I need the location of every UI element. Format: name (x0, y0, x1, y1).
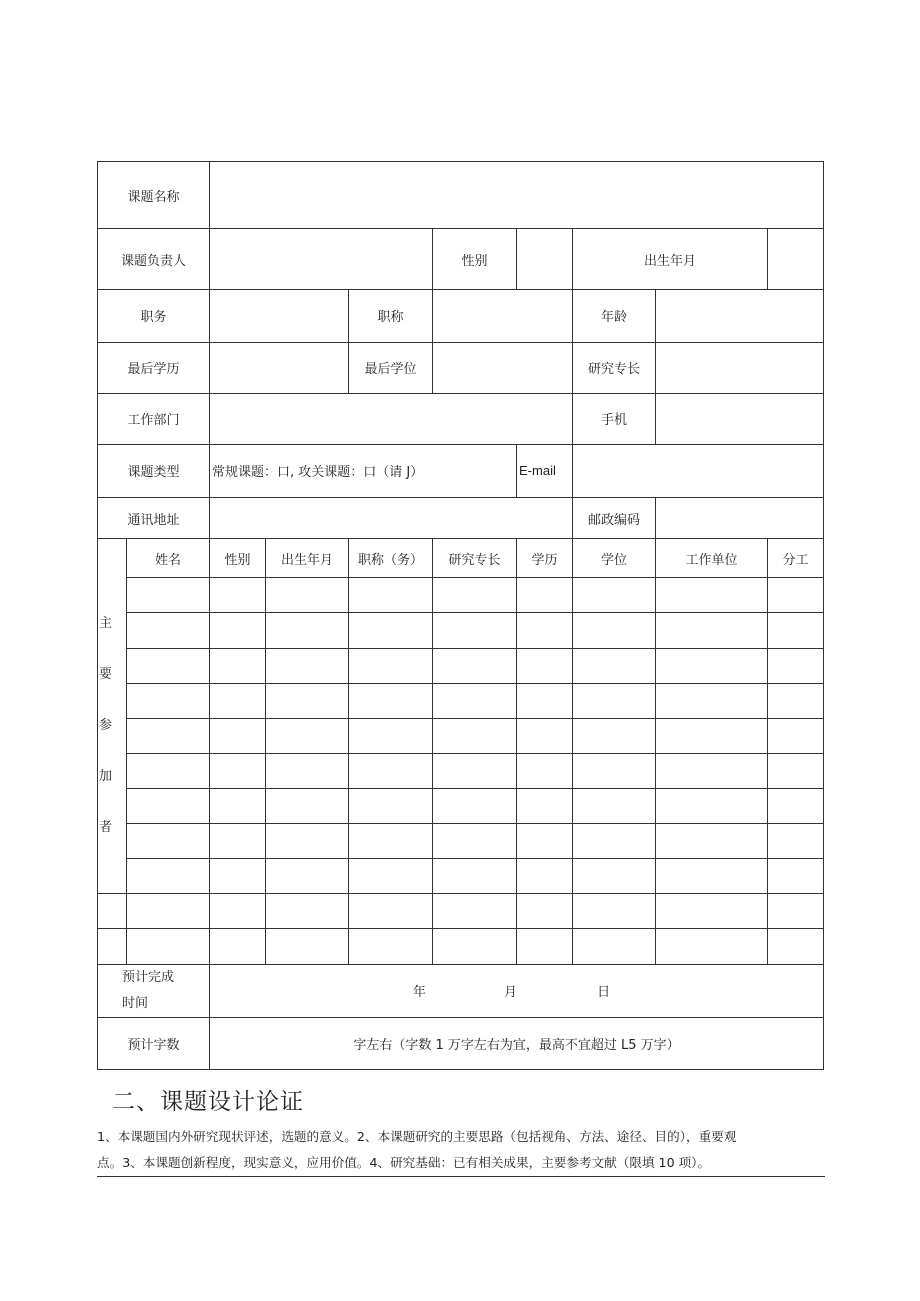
cell[interactable] (768, 824, 824, 859)
members-side-label (98, 539, 127, 894)
word-count-row (98, 1017, 824, 1069)
cell[interactable] (210, 859, 266, 894)
header-name: 姓名 (127, 539, 210, 578)
side-char: 加 (99, 769, 113, 785)
side-char: 参 (99, 718, 113, 734)
cell[interactable] (266, 753, 349, 788)
member-row (98, 929, 824, 964)
cell[interactable] (349, 718, 433, 753)
header-title: 职称（务） (349, 539, 433, 578)
cell[interactable] (656, 929, 768, 964)
cell[interactable] (210, 929, 266, 964)
member-row (98, 859, 824, 894)
member-row (98, 718, 824, 753)
gender-label: 性别 (433, 229, 517, 290)
degree-field[interactable] (433, 342, 573, 393)
cell[interactable] (768, 929, 824, 964)
member-row (98, 648, 824, 683)
cell[interactable] (127, 788, 210, 823)
cell[interactable] (266, 718, 349, 753)
cell[interactable] (210, 613, 266, 648)
education-field[interactable] (210, 342, 349, 393)
specialty-field[interactable] (656, 342, 824, 393)
cell[interactable] (266, 824, 349, 859)
member-row (98, 753, 824, 788)
cell[interactable] (517, 894, 573, 929)
cell[interactable] (573, 824, 656, 859)
position-label: 职务 (98, 290, 210, 342)
cell[interactable] (98, 894, 127, 929)
cell[interactable] (349, 824, 433, 859)
postcode-field[interactable] (656, 498, 824, 539)
email-label: E-mail (517, 444, 573, 497)
completion-date-field[interactable] (210, 964, 824, 1017)
age-label: 年龄 (573, 290, 656, 342)
cell[interactable] (573, 894, 656, 929)
cell[interactable] (433, 683, 517, 718)
topic-type-options[interactable]: 常规课题：口, 攻关课题：口（请 J） (210, 444, 517, 497)
leader-row (98, 229, 824, 290)
cell[interactable] (127, 824, 210, 859)
year-label: 年 (412, 985, 426, 1001)
cell[interactable] (517, 859, 573, 894)
side-char: 者 (99, 820, 113, 836)
gender-field[interactable] (517, 229, 573, 290)
title-field[interactable] (433, 290, 573, 342)
cell[interactable] (768, 683, 824, 718)
cell[interactable] (433, 578, 517, 613)
cell[interactable] (656, 824, 768, 859)
cell[interactable] (266, 613, 349, 648)
email-field[interactable] (573, 444, 824, 497)
age-field[interactable] (656, 290, 824, 342)
cell[interactable] (573, 859, 656, 894)
cell[interactable] (656, 718, 768, 753)
cell[interactable] (349, 894, 433, 929)
cell[interactable] (210, 894, 266, 929)
cell[interactable] (210, 753, 266, 788)
completion-row (98, 964, 824, 1017)
education-row (98, 342, 824, 393)
header-specialty: 研究专长 (433, 539, 517, 578)
member-row (98, 788, 824, 823)
cell[interactable] (266, 683, 349, 718)
cell[interactable] (656, 648, 768, 683)
cell[interactable] (656, 788, 768, 823)
address-label: 通讯地址 (98, 498, 210, 539)
day-label: 日 (597, 985, 611, 1001)
member-row (98, 578, 824, 613)
completion-label-line2: 时间 (122, 995, 149, 1011)
cell[interactable] (656, 753, 768, 788)
education-label: 最后学历 (98, 342, 210, 393)
leader-field[interactable] (210, 229, 433, 290)
cell[interactable] (433, 613, 517, 648)
cell[interactable] (349, 929, 433, 964)
cell[interactable] (573, 613, 656, 648)
specialty-label: 研究专长 (573, 342, 656, 393)
cell[interactable] (573, 929, 656, 964)
cell[interactable] (349, 788, 433, 823)
cell[interactable] (266, 648, 349, 683)
cell[interactable] (517, 753, 573, 788)
cell[interactable] (433, 648, 517, 683)
instruction-line-2: 点。3、本课题创新程度，现实意义，应用价值。4、研究基础：已有相关成果，主要参考文献（限填 10 项）。 (97, 1150, 825, 1177)
topic-name-field[interactable] (210, 162, 824, 229)
word-count-field[interactable]: 字左右（字数 1 万字左右为宜，最高不宜超过 L5 万字） (210, 1017, 824, 1069)
word-count-label: 预计字数 (98, 1017, 210, 1069)
cell[interactable] (433, 929, 517, 964)
cell[interactable] (127, 859, 210, 894)
member-row (98, 683, 824, 718)
position-field[interactable] (210, 290, 349, 342)
address-field[interactable] (210, 498, 573, 539)
cell[interactable] (210, 578, 266, 613)
completion-label (98, 964, 210, 1017)
cell[interactable] (349, 648, 433, 683)
cell[interactable] (768, 578, 824, 613)
cell[interactable] (127, 894, 210, 929)
department-field[interactable] (210, 393, 573, 444)
leader-label: 课题负责人 (98, 229, 210, 290)
cell[interactable] (517, 613, 573, 648)
cell[interactable] (349, 753, 433, 788)
cell[interactable] (573, 648, 656, 683)
cell[interactable] (656, 859, 768, 894)
cell[interactable] (433, 894, 517, 929)
cell[interactable] (573, 578, 656, 613)
cell[interactable] (517, 929, 573, 964)
mobile-label: 手机 (573, 393, 656, 444)
cell[interactable] (210, 648, 266, 683)
cell[interactable] (656, 683, 768, 718)
header-education: 学历 (517, 539, 573, 578)
cell[interactable] (433, 718, 517, 753)
cell[interactable] (656, 613, 768, 648)
cell[interactable] (573, 788, 656, 823)
cell[interactable] (517, 648, 573, 683)
topic-type-label: 课题类型 (98, 444, 210, 497)
member-row (98, 894, 824, 929)
cell[interactable] (349, 859, 433, 894)
degree-label: 最后学位 (349, 342, 433, 393)
cell[interactable] (573, 718, 656, 753)
cell[interactable] (127, 753, 210, 788)
instruction-line-1: 1、本课题国内外研究现状评述，选题的意义。2、本课题研究的主要思路（包括视角、方法、途径、目的），重要观 (97, 1129, 737, 1144)
cell[interactable] (349, 578, 433, 613)
cell[interactable] (517, 683, 573, 718)
birth-field[interactable] (768, 229, 824, 290)
cell[interactable] (210, 824, 266, 859)
topic-name-label: 课题名称 (98, 162, 210, 229)
department-row (98, 393, 824, 444)
postcode-label: 邮政编码 (573, 498, 656, 539)
cell[interactable] (656, 894, 768, 929)
cell[interactable] (266, 929, 349, 964)
cell[interactable] (433, 753, 517, 788)
side-char: 主 (99, 616, 113, 632)
cell[interactable] (573, 683, 656, 718)
cell[interactable] (433, 788, 517, 823)
side-char: 要 (99, 667, 113, 683)
header-birth: 出生年月 (266, 539, 349, 578)
department-label: 工作部门 (98, 393, 210, 444)
cell[interactable] (349, 613, 433, 648)
cell[interactable] (517, 578, 573, 613)
header-workplace: 工作单位 (656, 539, 768, 578)
mobile-field[interactable] (656, 393, 824, 444)
cell[interactable] (517, 718, 573, 753)
cell[interactable] (768, 894, 824, 929)
cell[interactable] (127, 683, 210, 718)
cell[interactable] (768, 613, 824, 648)
cell[interactable] (433, 859, 517, 894)
cell[interactable] (127, 613, 210, 648)
cell[interactable] (517, 788, 573, 823)
cell[interactable] (349, 683, 433, 718)
header-role: 分工 (768, 539, 824, 578)
month-label: 月 (504, 985, 518, 1001)
cell[interactable] (210, 788, 266, 823)
cell[interactable] (266, 578, 349, 613)
cell[interactable] (210, 683, 266, 718)
application-form-table (97, 161, 824, 1070)
cell[interactable] (127, 648, 210, 683)
cell[interactable] (768, 753, 824, 788)
completion-label-line1: 预计完成 (122, 969, 175, 985)
position-row (98, 290, 824, 342)
cell[interactable] (517, 824, 573, 859)
section-heading: 二、课题设计论证 (112, 1089, 304, 1115)
members-header-row (98, 539, 824, 578)
cell[interactable] (768, 718, 824, 753)
cell[interactable] (127, 718, 210, 753)
cell[interactable] (768, 788, 824, 823)
cell[interactable] (210, 718, 266, 753)
section-instructions (97, 1124, 827, 1177)
cell[interactable] (127, 578, 210, 613)
header-degree: 学位 (573, 539, 656, 578)
member-row (98, 824, 824, 859)
cell[interactable] (656, 578, 768, 613)
cell[interactable] (433, 824, 517, 859)
cell[interactable] (768, 859, 824, 894)
cell[interactable] (98, 929, 127, 964)
address-row (98, 498, 824, 539)
cell[interactable] (266, 894, 349, 929)
cell[interactable] (573, 753, 656, 788)
member-row (98, 613, 824, 648)
birth-label: 出生年月 (573, 229, 768, 290)
cell[interactable] (768, 648, 824, 683)
title-label: 职称 (349, 290, 433, 342)
cell[interactable] (127, 929, 210, 964)
cell[interactable] (266, 788, 349, 823)
topic-name-row (98, 162, 824, 229)
topic-type-row (98, 444, 824, 497)
cell[interactable] (266, 859, 349, 894)
header-gender: 性别 (210, 539, 266, 578)
